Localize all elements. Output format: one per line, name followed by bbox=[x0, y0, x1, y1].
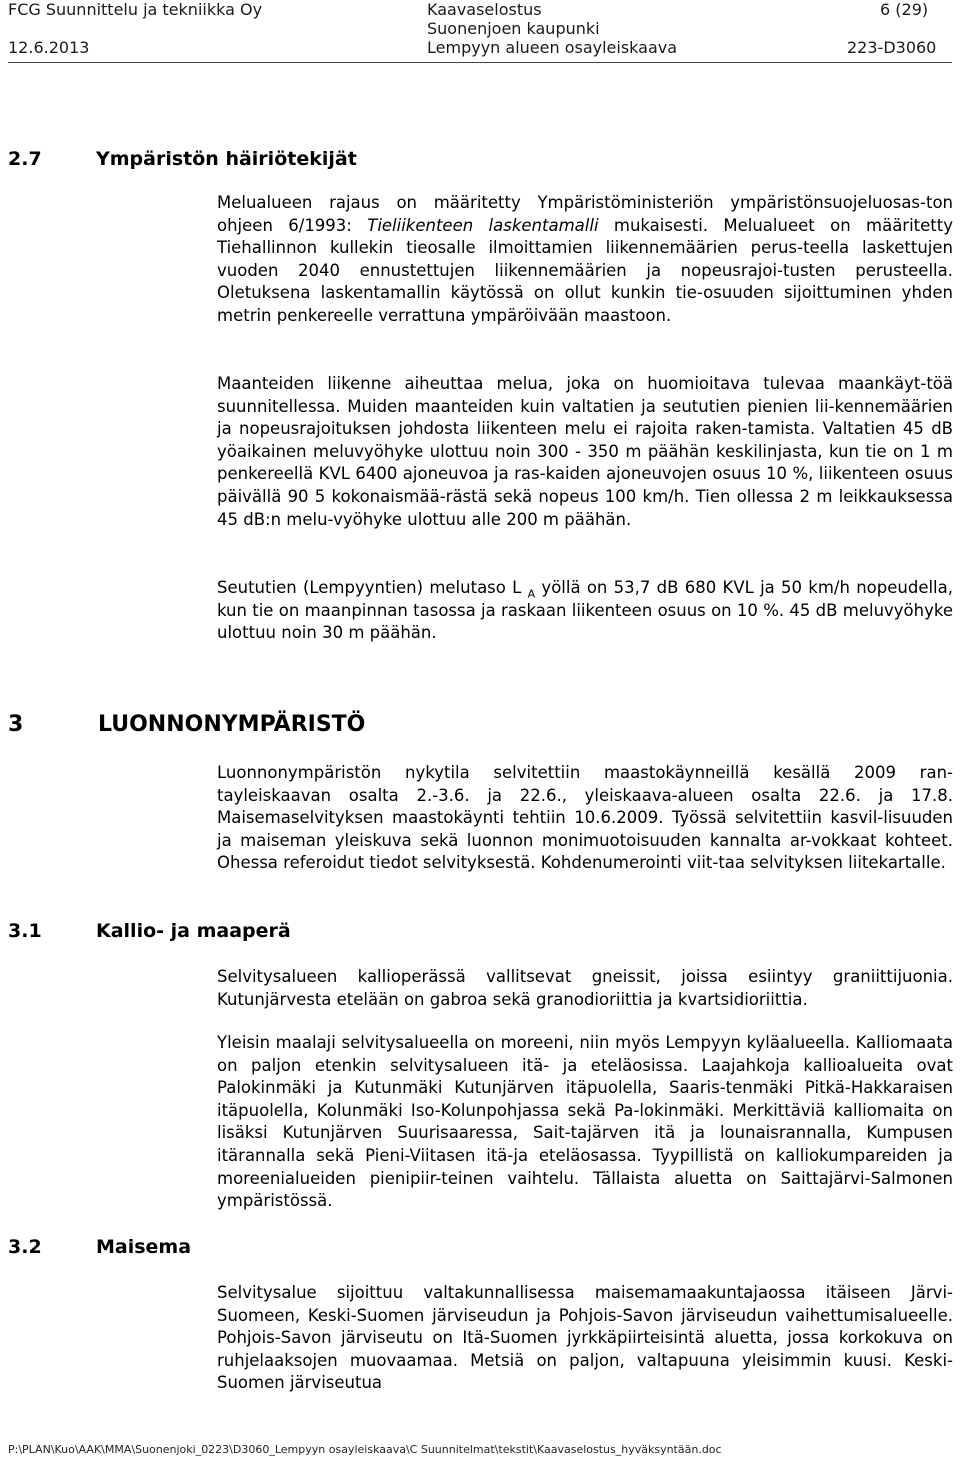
section-heading-3-1 bbox=[8, 920, 291, 942]
section-number: 3.2 bbox=[8, 1236, 42, 1258]
footer-file-path: P:\PLAN\Kuo\AAK\MMA\Suonenjoki_0223\D3060_Lempyyn osayleiskaava\C Suunnitelmat\tekstit\Kaavaselostus_hyväksyntään.doc bbox=[8, 1443, 722, 1456]
paragraph-text: Seututien (Lempyyntien) melutaso L bbox=[217, 578, 528, 597]
paragraph-road-noise: Maanteiden liikenne aiheuttaa melua, joka on huomioitava tulevaa maankäyt-töä suunnitellessa. Muiden maanteiden kuin valtatien ja seututien pienien lii-kennemäärien ja nopeusrajoituksen johdosta liikenteen melu ei rajoita raken-tamista. Valtatien 45 dB yöaikainen meluvyöhyke ulottuu noin 300 - 350 m päähän keskilinjasta, kun tie on 1 m penkereellä KVL 6400 ajoneuvoa ja ras-kaiden ajoneuvojen osuus 10 %, liikenteen osuus päivällä 90 5 kokonaismää-rästä sekä nopeus 100 km/h. Tien ollessa 2 m leikkauksessa 45 dB:n melu-vyöhyke ulottuu alle 200 m päähän. bbox=[217, 374, 953, 529]
section-heading-3 bbox=[8, 712, 365, 737]
paragraph-landscape: Selvitysalue sijoittuu valtakunnallisessa maisemamaakuntajaossa itäiseen Järvi-Suomeen, Keski-Suomen järviseudun ja Pohjois-Savon järviseudun vaihettumisalueelle. Pohjois-Savon järviseutu on Itä-Suomen jyrkkäpiirteisintä aluetta, jossa korkokuva on ruhjelaaksojen muovaamaa. Metsiä on paljon, valtapuuna yleisimmin kuusi. Keski-Suomen järviseutua bbox=[217, 1283, 953, 1393]
header-project-code: 223-D3060 bbox=[847, 38, 937, 57]
section-number: 3.1 bbox=[8, 920, 42, 942]
header-company: FCG Suunnittelu ja tekniikka Oy bbox=[8, 0, 263, 19]
paragraph-text: yöllä on 53,7 dB 680 KVL ja 50 km/h nopeudella, kun tie on maanpinnan tasossa ja raskaan liikenteen osuus on 10 %. 45 dB meluvyöhyke ulottuu noin 30 m päähän. bbox=[217, 578, 953, 643]
header-client: Suonenjoen kaupunki bbox=[427, 19, 600, 38]
paragraph-text: Melualueen rajaus on määritetty Ympäristöministeriön ympäristönsuojeluosas-ton ohjeen 6/1993: bbox=[217, 193, 953, 235]
subscript-a: A bbox=[527, 587, 536, 601]
section-heading-2-7 bbox=[8, 148, 357, 170]
paragraph-bedrock: Selvitysalueen kallioperässä vallitsevat gneissit, joissa esiintyy graniittijuonia. Kutunjärvesta etelään on gabroa sekä granodioriittia ja kvartsidioriittia. bbox=[217, 967, 953, 1009]
section-heading-3-2 bbox=[8, 1236, 191, 1258]
paragraph-text: mukaisesti. Melualueet on määritetty Tiehallinnon kullekin tieosalle ilmoittamien liikennemäärien perus-teella laskettujen vuoden 2040 ennustettujen liikennemäärien ja nopeusrajoi-tusten perusteella. Oletuksena laskentamallin käytössä on ollut kunkin tie-osuuden sijoittuminen yhden metrin penkereelle verrattuna ympäröivään maastoon. bbox=[217, 215, 953, 325]
header-doc-type: Kaavaselostus bbox=[427, 0, 542, 19]
italic-model-name: Tieliikenteen laskentamalli bbox=[367, 215, 599, 235]
section-number: 3 bbox=[8, 712, 24, 737]
paragraph-nature-intro: Luonnonympäristön nykytila selvitettiin maastokäynneillä kesällä 2009 ran-tayleiskaavan osalta 2.-3.6. ja 22.6., yleiskaava-alueen osalta 22.6. ja 17.8. Maisemaselvityksen maastokäynti tehtiin 10.6.2009. Työssä selvitettiin kasvil-lisuuden ja maiseman yleiskuva sekä luonnon monimuotoisuuden kannalta ar-vokkaat kohteet. Ohessa referoidut tiedot selvityksestä. Kohdenumerointi viit-taa selvityksen liitekartalle. bbox=[217, 763, 953, 873]
paragraph-soil-types: Yleisin maalaji selvitysalueella on moreeni, niin myös Lempyyn kyläalueella. Kalliomaata on paljon etenkin selvitysalueen itä- ja eteläosissa. Laajahkoja kallioalueita ovat Palokinmäki ja Kutunmäki Kutunjärven itäpuolella, Saaris-tenmäki Pitkä-Hakkaraisen itäpuolella, Kolunmäki Iso-Kolunpohjassa sekä Pa-lokinmäki. Merkittäviä kalliomaita on lisäksi Kutunjärven Suurisaaressa, Sait-tajärven itä ja lounaisrannalla, Kumpusen itärannalla sekä Pieni-Viitasen itä-ja eteläosassa. Tyypillistä on kalliokumpareiden ja moreenialueiden pienipiir-teinen vaihtelu. Tällaista aluetta on Saittajärvi-Salmonen ympäristössä. bbox=[217, 1033, 953, 1211]
paragraph-seututie-noise bbox=[217, 577, 953, 645]
section-number: 2.7 bbox=[8, 148, 42, 170]
section-title: Kallio- ja maaperä bbox=[96, 920, 291, 942]
header-page-number: 6 (29) bbox=[880, 0, 929, 19]
paragraph-noise-area bbox=[217, 192, 953, 328]
header-divider bbox=[8, 62, 952, 63]
header-plan-name: Lempyyn alueen osayleiskaava bbox=[427, 38, 678, 57]
section-title: Maisema bbox=[96, 1236, 192, 1258]
header-date: 12.6.2013 bbox=[8, 38, 90, 57]
section-title: Ympäristön häiriötekijät bbox=[96, 148, 357, 170]
section-title: LUONNONYMPÄRISTÖ bbox=[98, 712, 366, 737]
